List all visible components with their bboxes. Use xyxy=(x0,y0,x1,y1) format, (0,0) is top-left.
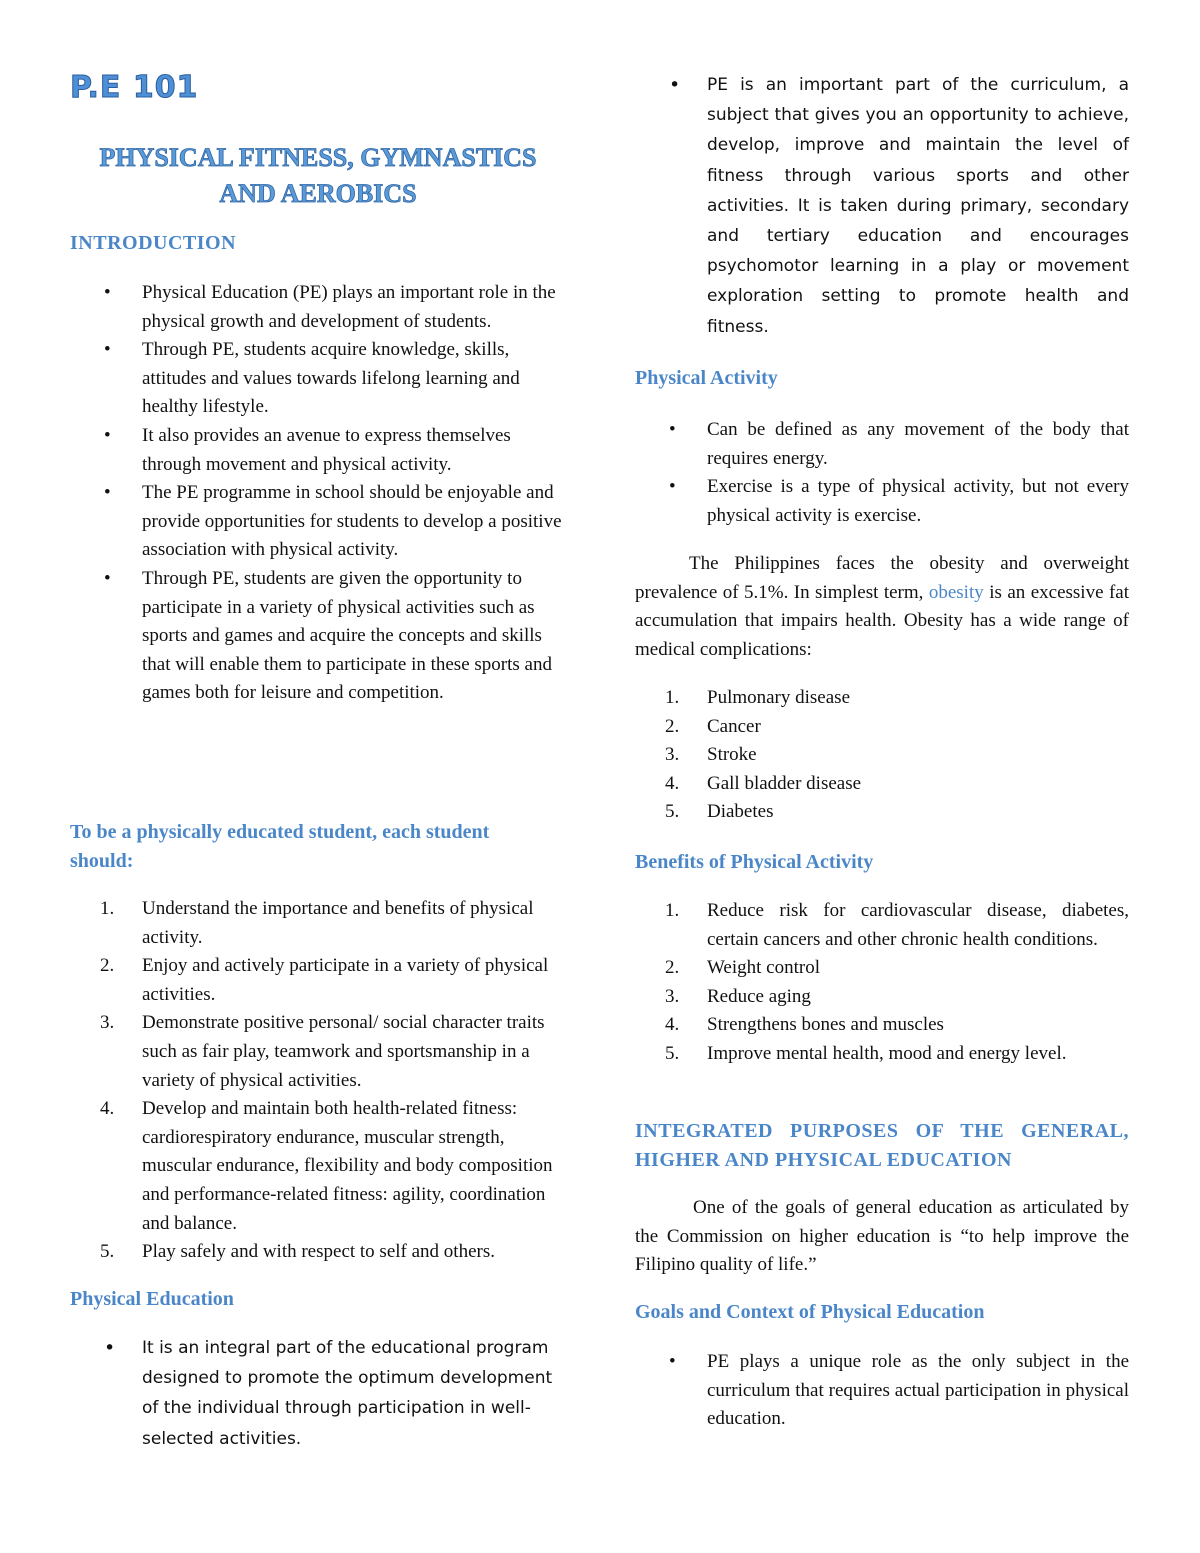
list-item: • Exercise is a type of physical activity, but not every physical activity is exercise. xyxy=(635,473,1129,530)
item-text: Diabetes xyxy=(707,801,774,823)
item-text: Weight control xyxy=(707,957,820,979)
introduction-heading: INTRODUCTION xyxy=(70,232,237,254)
item-number: 1. xyxy=(100,898,115,919)
list-item xyxy=(635,1040,1129,1069)
item-text: Stroke xyxy=(707,744,757,766)
item-number: 2. xyxy=(100,955,115,977)
physical-education-list-continued xyxy=(635,70,1129,342)
item-text: Play safely and with respect to self and others. xyxy=(142,1241,495,1263)
list-item xyxy=(635,684,1129,713)
item-text: Reduce aging xyxy=(707,985,811,1007)
list-item xyxy=(635,741,1129,770)
physical-education-list xyxy=(70,1333,562,1454)
item-text: Pulmonary disease xyxy=(707,687,851,708)
integrated-purposes-heading: INTEGRATED PURPOSES OF THE GENERAL, HIGHER AND PHYSICAL EDUCATION xyxy=(635,1120,1129,1171)
list-item xyxy=(70,1238,562,1267)
paragraph-text: is an excessive fat accumulation that impairs health. Obesity has a wide range of medical complications: xyxy=(635,581,1129,660)
item-number: 1. xyxy=(665,900,680,921)
goals-heading: Goals and Context of Physical Education xyxy=(635,1301,985,1323)
item-number: 1. xyxy=(665,687,680,708)
list-item: • Can be defined as any movement of the body that requires energy. xyxy=(635,416,1129,473)
item-number: 3. xyxy=(665,744,680,766)
obesity-paragraph xyxy=(635,550,1129,664)
paragraph-text: The Philippines faces the obesity and overweight prevalence of 5.1%. In simplest term, xyxy=(635,553,1129,603)
document-subtitle: PHYSICAL FITNESS, GYMNASTICS AND AEROBICS xyxy=(99,143,537,208)
list-item: • PE is an important part of the curriculum, a subject that gives you an opportunity to achieve, develop, improve and maintain the level of fitness through various sports and other activities. It is taken during primary, secondary and tertiary education and encourages psychomotor learning in a play or movement exploration setting to promote health and fitness. xyxy=(635,70,1129,342)
item-text: Improve mental health, mood and energy level. xyxy=(707,1042,1067,1064)
item-number: 4. xyxy=(100,1098,115,1120)
obesity-term: obesity xyxy=(928,581,984,603)
item-text: Strengthens bones and muscles xyxy=(707,1014,944,1036)
item-text: Cancer xyxy=(707,715,761,737)
list-item xyxy=(635,770,1129,799)
list-item xyxy=(70,1009,562,1095)
item-number: 3. xyxy=(100,1012,115,1034)
item-text: Enjoy and actively participate in a variety of physical activities. xyxy=(142,955,549,1005)
benefits-list xyxy=(635,897,1129,1069)
list-item: • Through PE, students are given the opportunity to participate in a variety of physical activities such as sports and games and acquire the concepts and skills that will enable them to participate in these sports and games both for leisure and competition. xyxy=(70,565,562,708)
list-item: • It is an integral part of the educational program designed to promote the optimum development of the individual through participation in well-selected activities. xyxy=(70,1333,562,1454)
list-item xyxy=(635,954,1129,983)
item-number: 5. xyxy=(100,1241,115,1263)
list-item: • Through PE, students acquire knowledge, skills, attitudes and values towards lifelong learning and healthy lifestyle. xyxy=(70,336,562,422)
integrated-purposes-paragraph: One of the goals of general education as articulated by the Commission on higher education is “to help improve the Filipino quality of life.” xyxy=(635,1197,1129,1275)
list-item xyxy=(635,897,1129,954)
educated-student-heading: To be a physically educated student, each student should: xyxy=(70,821,490,872)
physical-activity-list xyxy=(635,416,1129,530)
item-text: Reduce risk for cardiovascular disease, diabetes, certain cancers and other chronic health conditions. xyxy=(707,900,1129,950)
list-item xyxy=(635,798,1129,827)
complications-list xyxy=(635,684,1129,827)
list-item xyxy=(635,713,1129,742)
list-item: • Physical Education (PE) plays an important role in the physical growth and development of students. xyxy=(70,279,562,336)
item-text: Develop and maintain both health-related fitness: cardiorespiratory endurance, muscular strength, muscular endurance, flexibility and body composition and performance-related fitness: agility, coordination and balance. xyxy=(142,1098,553,1234)
list-item xyxy=(70,1095,562,1238)
item-text: Gall bladder disease xyxy=(707,772,862,794)
introduction-list xyxy=(70,279,562,708)
item-text: Demonstrate positive personal/ social character traits such as fair play, teamwork and sportsmanship in a variety of physical activities. xyxy=(142,1012,545,1091)
educated-student-list xyxy=(70,895,562,1267)
item-number: 4. xyxy=(665,1014,680,1036)
item-number: 5. xyxy=(665,1042,680,1064)
item-number: 4. xyxy=(665,772,680,794)
document-title: P.E 101 xyxy=(70,70,199,105)
item-number: 3. xyxy=(665,985,680,1007)
item-number: 2. xyxy=(665,715,680,737)
list-item xyxy=(635,1011,1129,1040)
list-item: • It also provides an avenue to express themselves through movement and physical activity. xyxy=(70,422,562,479)
list-item xyxy=(70,952,562,1009)
item-text: Understand the importance and benefits of physical activity. xyxy=(142,898,534,948)
list-item xyxy=(635,983,1129,1012)
item-number: 2. xyxy=(665,957,680,979)
list-item xyxy=(70,895,562,952)
goals-list xyxy=(635,1348,1129,1434)
list-item: • The PE programme in school should be enjoyable and provide opportunities for students to develop a positive association with physical activity. xyxy=(70,479,562,565)
physical-activity-heading: Physical Activity xyxy=(635,367,778,389)
item-number: 5. xyxy=(665,801,680,823)
benefits-heading: Benefits of Physical Activity xyxy=(635,851,874,873)
physical-education-heading: Physical Education xyxy=(70,1288,234,1310)
list-item: • PE plays a unique role as the only subject in the curriculum that requires actual participation in physical education. xyxy=(635,1348,1129,1434)
